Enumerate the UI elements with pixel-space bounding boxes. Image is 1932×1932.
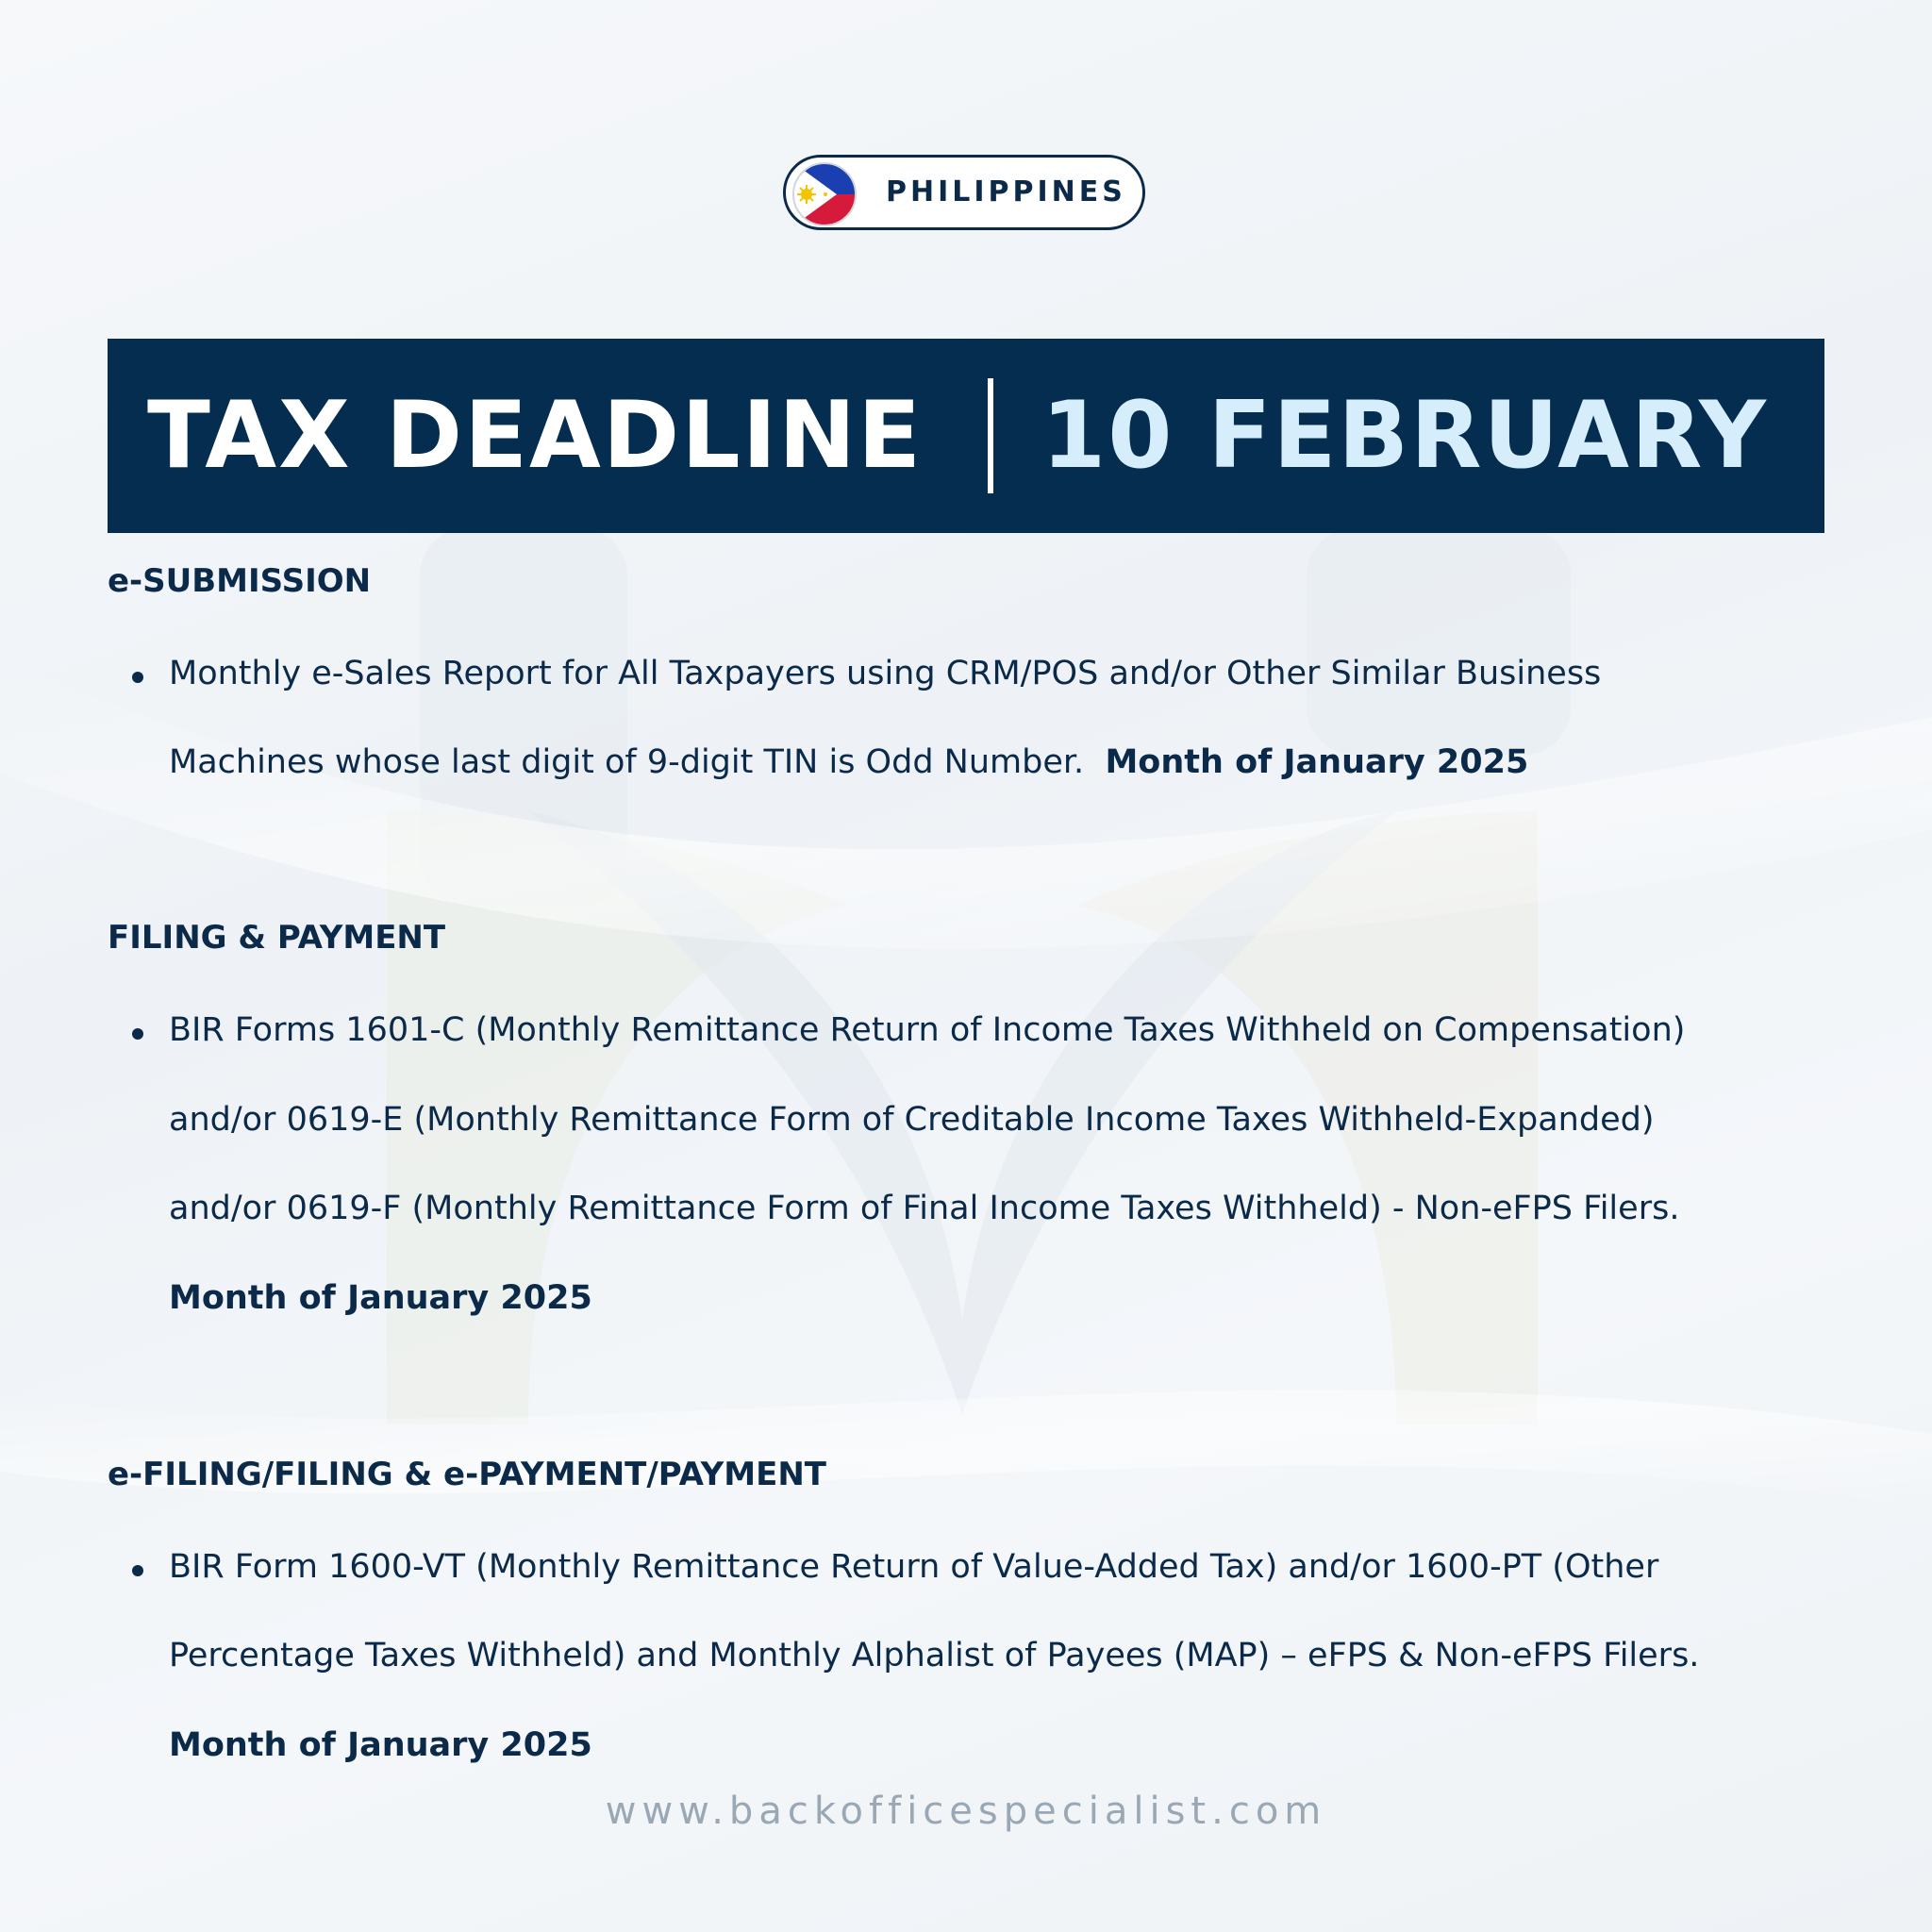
bullet-icon [132, 1028, 143, 1040]
section-title-e-filing-payment: e-FILING/FILING & e-PAYMENT/PAYMENT [108, 1456, 826, 1493]
bullet-icon [132, 1565, 143, 1576]
item-text-line: and/or 0619-F (Monthly Remittance Form of Final Income Taxes Withheld) - Non-eFPS Filers. [169, 1190, 1680, 1227]
title-banner [108, 339, 1824, 533]
section-title-e-submission: e-SUBMISSION [108, 562, 372, 600]
philippines-flag-icon [791, 161, 858, 227]
bullet-icon [132, 672, 143, 683]
item-text-line: Monthly e-Sales Report for All Taxpayers using CRM/POS and/or Other Similar Business [169, 655, 1602, 692]
section-title-filing-payment: FILING & PAYMENT [108, 919, 446, 957]
item-text-line: BIR Form 1600-VT (Monthly Remittance Return of Value-Added Tax) and/or 1600-PT (Other [169, 1548, 1659, 1586]
item-text-line [169, 734, 1528, 791]
country-label: PHILIPPINES [886, 175, 1126, 208]
item-text-line: BIR Forms 1601-C (Monthly Remittance Return of Income Taxes Withheld on Compensation) [169, 1011, 1686, 1049]
item-period: Month of January 2025 [169, 1726, 592, 1764]
item-text-line: Machines whose last digit of 9-digit TIN is Odd Number. [169, 743, 1085, 781]
banner-date: 10 FEBRUARY [1041, 382, 1769, 490]
footer-website-link[interactable]: www.backofficespecialist.com [605, 1790, 1327, 1833]
item-text-line: Percentage Taxes Withheld) and Monthly Alphalist of Payees (MAP) – eFPS & Non-eFPS Filers. [169, 1637, 1700, 1674]
item-period: Month of January 2025 [1105, 743, 1529, 781]
country-badge [783, 155, 1145, 230]
banner-title: TAX DEADLINE [147, 382, 924, 490]
item-text-line: and/or 0619-E (Monthly Remittance Form of Creditable Income Taxes Withheld-Expanded) [169, 1101, 1655, 1139]
banner-divider [988, 378, 993, 493]
item-period: Month of January 2025 [169, 1279, 592, 1317]
